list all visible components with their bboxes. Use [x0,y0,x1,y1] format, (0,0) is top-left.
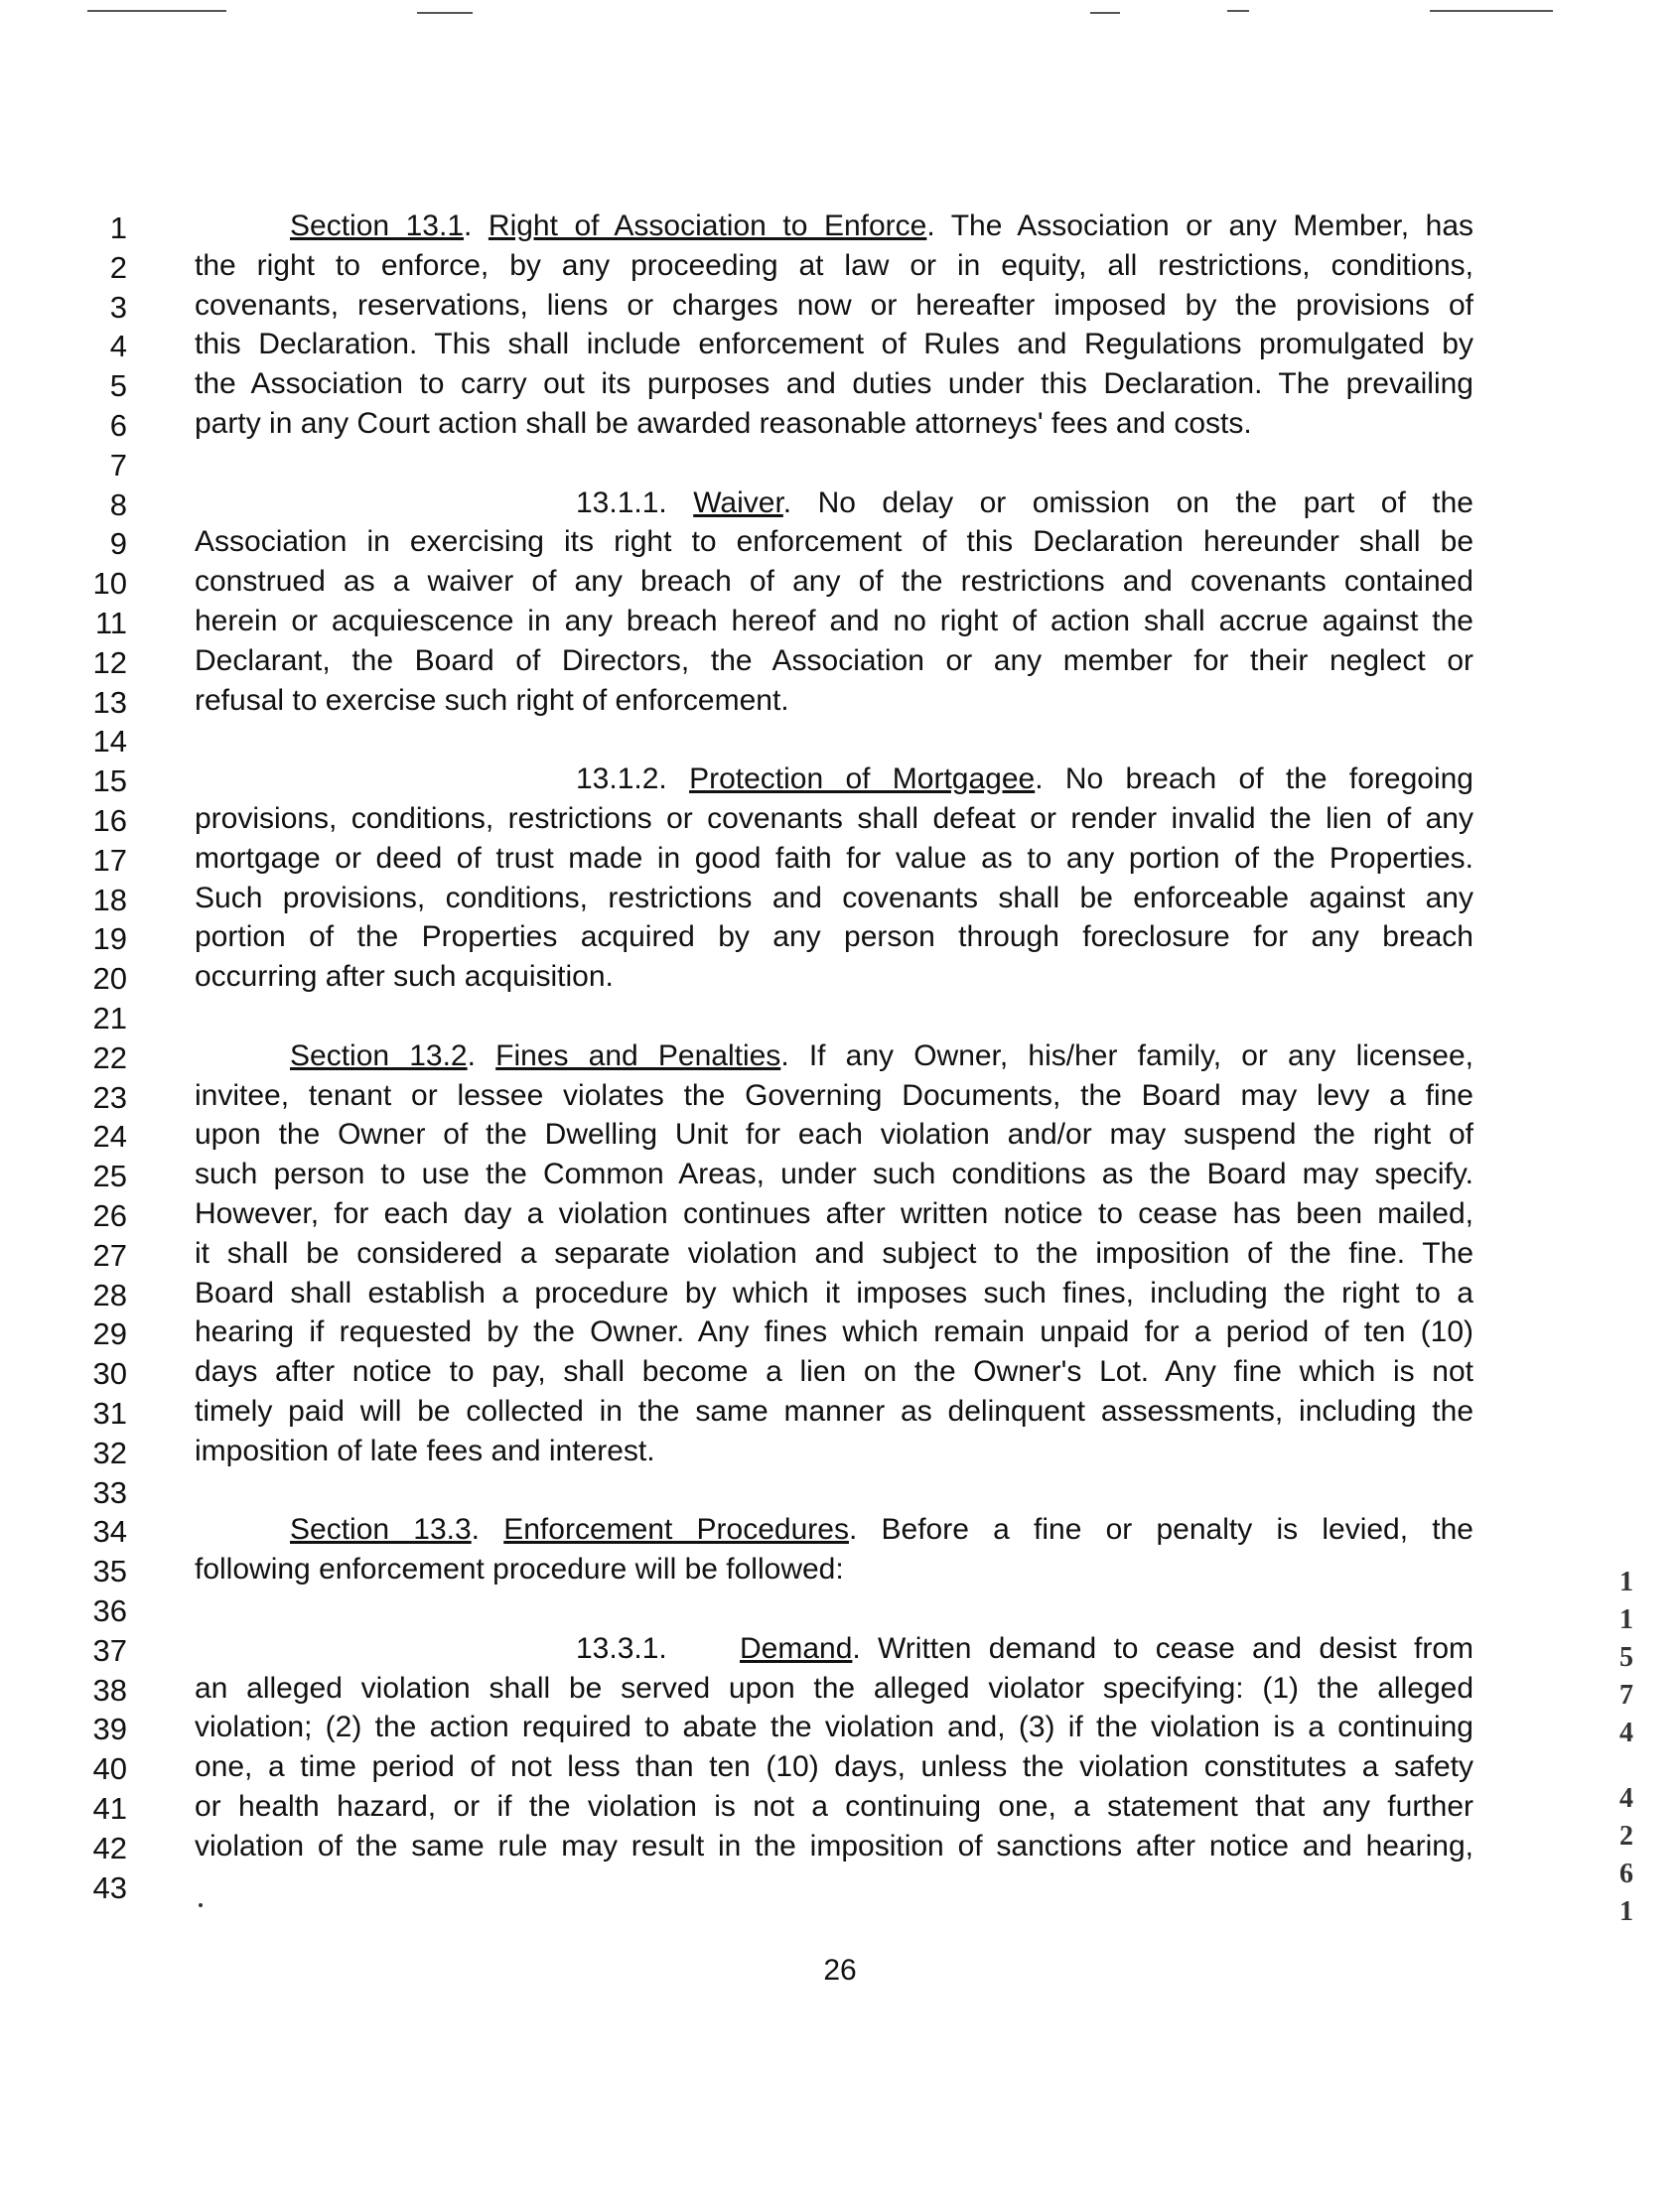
text-line [195,1432,1473,1471]
text-line [195,1392,1473,1432]
line-number: 35 [92,1554,127,1589]
line-number: 22 [92,1039,127,1075]
line-number: 27 [92,1237,127,1273]
text-line [290,1510,1473,1550]
text-line [290,1036,1473,1076]
text-line [195,1747,1473,1787]
line-number: 23 [92,1079,127,1115]
page-number: 26 [823,1954,857,1987]
side-stamp-number [1607,1564,1646,1931]
text-line [195,1352,1473,1392]
text-line [195,917,1473,957]
line-number: 14 [92,724,127,759]
text-run: or health hazard, or if the violation is not a continuing one, a statement that any further [195,1790,1473,1823]
text-line [195,1827,1473,1866]
line-number: 18 [92,882,127,917]
line-number: 11 [94,606,127,640]
stamp-digit: 1 [1619,1896,1633,1927]
line-number: 25 [92,1159,127,1194]
line-number: 6 [109,408,127,443]
text-run: . [471,1513,504,1547]
text-run: this Declaration. This shall include enforcement of Rules and Regulations promulgated by [195,328,1473,361]
text-line [195,681,1473,721]
text-run: construed as a waiver of any breach of any of the restrictions and covenants contained [195,565,1473,599]
text-line [195,1076,1473,1116]
text-line [195,522,1473,562]
text-run: 13.3.1. [576,1631,685,1665]
text-line [195,799,1473,839]
line-number: 36 [92,1593,127,1628]
text-run: invitee, tenant or lessee violates the Governing Documents, the Board may levy a fine [195,1078,1473,1112]
stray-dot [199,1903,203,1907]
line-number: 39 [92,1712,127,1747]
line-number: 4 [109,329,127,364]
text-run: occurring after such acquisition. [195,960,614,994]
underlined-heading: Waiver [693,485,783,519]
text-line [195,1669,1473,1709]
underlined-heading: Demand [740,1631,853,1665]
text-line [195,1708,1473,1747]
stamp-digit: 1 [1619,1567,1633,1597]
text-run: provisions, conditions, restrictions or covenants shall defeat or render invalid the lien of any [195,802,1473,835]
stamp-digit: 4 [1619,1718,1633,1748]
underlined-heading: Protection of Mortgagee [689,762,1036,796]
text-line [195,602,1473,641]
text-run: . Before a fine or penalty is levied, the [848,1513,1473,1547]
text-run: However, for each day a violation continues after written notice to cease has been mailed, [195,1197,1473,1230]
text-run: violation of the same rule may result in the imposition of sanctions after notice and hearing, [195,1829,1473,1863]
text-line [195,957,1473,997]
line-number: 33 [92,1474,127,1510]
line-number: 9 [109,526,127,562]
line-number: 13 [92,684,127,720]
line-number: 17 [92,842,127,878]
text-run: hearing if requested by the Owner. Any fines which remain unpaid for a period of ten (10) [195,1315,1473,1349]
underlined-heading: Fines and Penalties [495,1038,781,1072]
line-number: 5 [109,368,127,404]
text-line [290,207,1473,246]
text-run: Such provisions, conditions, restrictions and covenants shall be enforceable against any [195,881,1473,914]
text-run: 13.1.1. [576,485,694,519]
text-run: . The Association or any Member, has [926,209,1474,242]
text-line [576,759,1473,799]
line-number: 38 [92,1672,127,1708]
line-number: 30 [92,1356,127,1392]
stamp-digit: 6 [1619,1859,1633,1889]
underlined-heading: Section 13.1 [290,209,465,242]
line-number: 26 [92,1198,127,1233]
text-run: Association in exercising its right to enforcement of this Declaration hereunder shall be [195,525,1473,559]
line-number: 42 [92,1830,127,1865]
line-number: 2 [109,249,127,285]
text-run: refusal to exercise such right of enforcement. [195,683,789,717]
text-run: . No breach of the foregoing [1035,762,1473,796]
underlined-heading: Section 13.2 [290,1038,468,1072]
stamp-digit: 2 [1619,1821,1633,1852]
text-run: . [464,209,489,242]
text-run: the right to enforce, by any proceeding at law or in equity, all restrictions, conditions, [195,248,1473,282]
text-run: an alleged violation shall be served upon the alleged violator specifying: (1) the alleged [195,1671,1473,1705]
line-number: 41 [92,1791,127,1826]
text-line [195,641,1473,681]
text-line [195,562,1473,602]
text-run: Declarant, the Board of Directors, the Association or any member for their neglect or [195,643,1473,677]
text-run: Board shall establish a procedure by which it imposes such fines, including the right to a [195,1276,1473,1310]
text-line [195,1115,1473,1155]
line-number: 43 [92,1869,127,1905]
text-line [195,1194,1473,1234]
line-number: 8 [109,486,127,522]
line-number: 28 [92,1277,127,1312]
text-run: 13.1.2. [576,762,690,796]
line-number: 34 [92,1514,127,1550]
line-number: 3 [109,289,127,325]
text-run: portion of the Properties acquired by any person through foreclosure for any breach [195,920,1473,954]
text-run: days after notice to pay, shall become a lien on the Owner's Lot. Any fine which is not [195,1355,1473,1389]
line-number: 40 [92,1751,127,1787]
text-line [576,1629,1473,1669]
line-number: 12 [92,644,127,680]
text-run: the Association to carry out its purposes and duties under this Declaration. The prevailing [195,367,1473,401]
line-number: 37 [92,1632,127,1668]
line-number: 19 [92,921,127,957]
text-run: . Written demand to cease and desist from [852,1631,1473,1665]
text-line [195,839,1473,879]
stamp-digit: 4 [1619,1783,1633,1814]
text-line [576,483,1473,523]
text-run: one, a time period of not less than ten (10) days, unless the violation constitutes a safety [195,1750,1473,1784]
text-run: mortgage or deed of trust made in good faith for value as to any portion of the Properties. [195,841,1473,875]
underlined-heading: Enforcement Procedures [503,1513,849,1547]
text-run: imposition of late fees and interest. [195,1434,655,1467]
line-number: 20 [92,961,127,997]
text-run: herein or acquiescence in any breach hereof and no right of action shall accrue against the [195,605,1473,637]
line-number: 1 [109,210,127,245]
text-line [195,364,1473,404]
underlined-heading: Right of Association to Enforce [488,209,927,242]
line-number: 15 [92,763,127,799]
text-line [195,246,1473,286]
line-number: 29 [92,1316,127,1352]
line-number: 24 [92,1119,127,1155]
text-run: timely paid will be collected in the same manner as delinquent assessments, including the [195,1395,1473,1428]
stamp-digit: 1 [1619,1604,1633,1635]
text-line [195,286,1473,326]
line-number: 21 [92,1001,127,1035]
text-run: covenants, reservations, liens or charges now or hereafter imposed by the provisions of [195,288,1473,322]
text-run: violation; (2) the action required to abate the violation and, (3) if the violation is a continuing [195,1711,1473,1744]
text-line [195,1550,1473,1589]
text-line [195,879,1473,918]
text-line [195,1234,1473,1274]
text-run: . No delay or omission on the part of the [782,485,1473,519]
line-number: 16 [92,803,127,838]
text-line [195,1155,1473,1194]
stamp-digit: 7 [1619,1680,1633,1711]
stamp-digit [1607,1752,1646,1780]
text-run: party in any Court action shall be awarded reasonable attorneys' fees and costs. [195,407,1252,440]
line-number: 32 [92,1435,127,1470]
text-run: following enforcement procedure will be followed: [195,1553,844,1587]
line-number: 31 [92,1396,127,1431]
stamp-digit: 5 [1619,1642,1633,1673]
text-line [195,325,1473,364]
line-number: 10 [92,566,127,602]
text-run: . [467,1038,496,1072]
underlined-heading: Section 13.3 [290,1513,472,1547]
text-run: it shall be considered a separate violation and subject to the imposition of the fine. The [195,1236,1473,1270]
text-line [195,1274,1473,1313]
text-line [195,404,1473,444]
text-run: such person to use the Common Areas, under such conditions as the Board may specify. [195,1158,1473,1191]
text-run: . If any Owner, his/her family, or any licensee, [780,1038,1474,1072]
text-run: upon the Owner of the Dwelling Unit for each violation and/or may suspend the right of [195,1118,1473,1152]
text-line [195,1787,1473,1827]
text-line [195,1312,1473,1352]
line-number: 7 [109,447,127,483]
